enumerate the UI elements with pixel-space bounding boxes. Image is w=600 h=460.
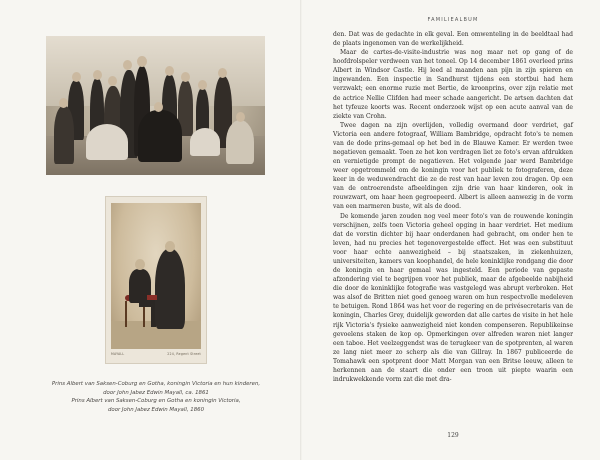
photo-mount-imprint [111,352,201,360]
page-number: 129 [447,432,459,439]
caption-line: door John Jabez Edwin Mayall, 1860 [107,406,204,413]
paragraph: Twee dagen na zijn overlijden, volledig overmand door verdriet, gaf Victoria een andere fotograaf, William Bambridge, opdracht foto's te nemen van de dode prins-gemaal op het bed in de Blauwe Kamer. Er werden twee negatieven gemaakt. Toen ze het kon verdragen liet ze foto's ervan afdrukken en vernietigde prompt de negatieven. Het volgende jaar werd Bambridge weer opgetrommeld om de koningin voor het publiek te fotograferen, deze keer in de weduwendracht die ze de rest van haar leven zou dragen. Op een van de ontroerendste afbeeldingen zijn drie van haar kinderen, ook in rouwzwart, om haar heen gegroepeerd. Albert is alleen aanwezig in de vorm van een marmeren buste, wit als de dood. [333,121,573,211]
running-head: FAMILIEALBUM [427,17,479,23]
body-text [333,30,573,384]
caption-line: door John Jabez Edwin Mayall, ca. 1861 [103,389,209,396]
mount-imprint-left: MAYALL [111,352,125,356]
photo-caption [40,380,272,414]
caption-line: Prins Albert van Saksen-Coburg en Gotha en koningin Victoria, [71,398,241,405]
royal-family-photo [46,36,265,175]
gutter [300,0,302,460]
caption-line: Prins Albert van Saksen-Coburg en Gotha, koningin Victoria en hun kinderen, [51,381,261,387]
mount-imprint-right: 224, Regent Street [167,352,201,356]
paragraph: den. Dat was de gedachte in elk geval. Een omwenteling in de beeldtaal had de plaats ingenomen van de werkelijkheid. [333,31,573,48]
paragraph: De komende jaren zouden nog veel meer foto's van de rouwende koningin verschijnen, zelfs toen Victoria geheel opging in haar verdriet. Het medium dat de vorstin dichter bij haar onderdanen had gebracht, om onder hen te leven, had nu precies het tegenovergestelde effect. Het was een substituut voor haar echte aanwezigheid – bij staatszaken, in ziekenhuizen, universiteiten, kamers van koophandel, de hele koninklijke rondgang die door de koningin en haar gemaal was ingesteld. Een periode van gepaste afzondering viel te begrijpen voor het publiek, maar de afgebeelde nabijheid die door de koninklijke fotografie was vastgelegd was abrupt verbroken. Het was alsof de Britten niet goed genoeg waren om hun respectvolle medeleven te betuigen. Rond 1864 was het voor de regering en de privésecretaris van de koningin, Charles Grey, duidelijk geworden dat alle cartes de visite in het hele rijk Victoria's fysieke aanwezigheid niet konden compenseren. Republikeinse gevoelens staken de kop op. Opmerkingen over alfreden waren niet langer een taboe. Het veelzeggendst was de terugkeer van de spotprenten, al waren ze lang niet meer zo scherp als die van Gillray. In 1867 publiceerde de Tomahawk een spotprent door Matt Morgan van een Britse leeuw, alleen te herkennen aan de staart die onder een troon uit piepte waarin een indrukwekkende vorm zat die met dra- [333,212,573,383]
paragraph: Maar de cartes-de-visite-industrie was nog maar net op gang of de hoofdrolspeler verdween van het toneel. Op 14 december 1861 overleed prins Albert in Windsor Castle. Hij leed al maanden aan pijn in zijn spieren en ingewanden. Een inspectie in Sandhurst tijdens een stortbui had hem verzwakt; een enorme ruzie met Bertie, de kroonprins, over zijn relatie met de actrice Nellie Clifden had meer schade aangericht. De artsen dachten dat het tyfeuze koorts was. Recent onderzoek wijst op een acute aanval van de ziekte van Crohn. [333,49,573,120]
carte-de-visite-photo [105,196,207,364]
